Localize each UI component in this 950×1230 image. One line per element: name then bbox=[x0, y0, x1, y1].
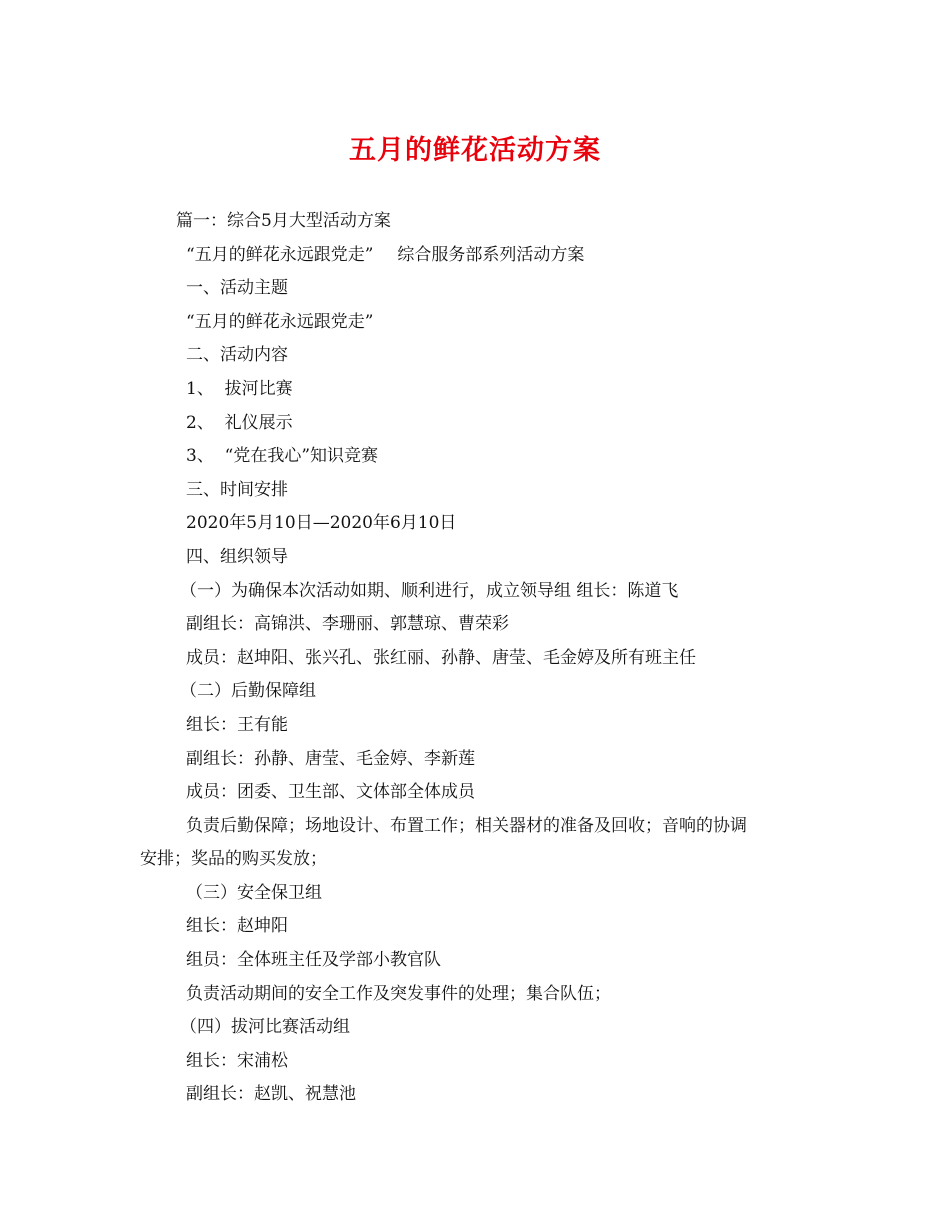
text-line: 组长：赵坤阳 bbox=[186, 916, 288, 937]
text-line: 副组长：赵凯、祝慧池 bbox=[186, 1084, 356, 1105]
text-line-continuation: 安排；奖品的购买发放； bbox=[140, 849, 327, 870]
text-line: 2020年5月10日—2020年6月10日 bbox=[186, 513, 457, 534]
document-title: 五月的鲜花活动方案 bbox=[349, 135, 601, 166]
list-item: 2、 礼仪展示 bbox=[186, 412, 293, 433]
text-line bbox=[140, 239, 820, 273]
section-heading: 二、活动内容 bbox=[186, 345, 288, 366]
text-line: “五月的鲜花永远跟党走” bbox=[186, 311, 374, 332]
text-line: 组长：宋浦松 bbox=[186, 1050, 288, 1071]
text-line: （一）为确保本次活动如期、顺利进行，成立领导组 组长：陈道飞 bbox=[180, 580, 679, 601]
text-line: 成员：赵坤阳、张兴孔、张红丽、孙静、唐莹、毛金婷及所有班主任 bbox=[186, 647, 696, 668]
list-item: 1、 拔河比赛 bbox=[186, 378, 293, 399]
text-line: 成员：团委、卫生部、文体部全体成员 bbox=[186, 782, 475, 803]
subsection-heading: （四）拔河比赛活动组 bbox=[180, 1017, 350, 1038]
section-heading: 一、活动主题 bbox=[186, 278, 288, 299]
list-item: 3、 “党在我心”知识竞赛 bbox=[186, 446, 379, 467]
text-line: 副组长：高锦洪、李珊丽、郭慧琼、曹荣彩 bbox=[186, 614, 509, 635]
text-line: 篇一：综合5月大型活动方案 bbox=[176, 211, 391, 231]
subsection-heading: （二）后勤保障组 bbox=[180, 681, 316, 702]
text-line: 组长：王有能 bbox=[186, 714, 288, 735]
document-body bbox=[140, 205, 820, 1112]
section-heading: 三、时间安排 bbox=[186, 479, 288, 500]
text-line: 负责活动期间的安全工作及突发事件的处理；集合队伍； bbox=[186, 983, 611, 1004]
text-line: 负责后勤保障；场地设计、布置工作；相关器材的准备及回收；音响的协调 bbox=[186, 815, 747, 836]
subsection-heading: （三）安全保卫组 bbox=[186, 882, 322, 903]
section-heading: 四、组织领导 bbox=[186, 546, 288, 567]
text-line: 组员：全体班主任及学部小教官队 bbox=[186, 950, 441, 971]
text-segment: 综合服务部系列活动方案 bbox=[397, 244, 585, 265]
text-line: 副组长：孙静、唐莹、毛金婷、李新莲 bbox=[186, 748, 475, 769]
text-segment: “五月的鲜花永远跟党走” bbox=[186, 244, 374, 265]
